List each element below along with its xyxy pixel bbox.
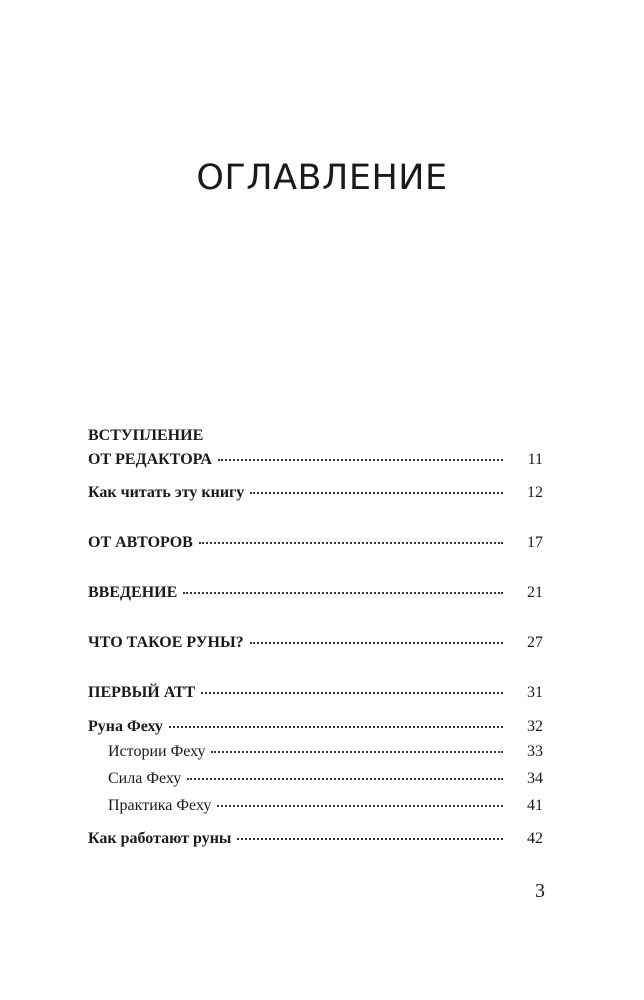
toc-entry [88, 451, 543, 471]
toc-entry-page: 42 [527, 830, 543, 847]
toc-entry-page: 41 [527, 797, 543, 814]
toc-heading-preface: ВСТУПЛЕНИЕ [88, 427, 204, 444]
toc-entry [88, 484, 543, 504]
toc-entry-label: ВВЕДЕНИЕ [88, 584, 178, 601]
leader-dots [217, 805, 503, 807]
toc-entry [88, 684, 543, 704]
toc-entry-label: Руна Феху [88, 718, 163, 735]
toc-entry-page: 11 [527, 451, 543, 468]
leader-dots [250, 642, 503, 644]
toc-entry-page: 21 [527, 584, 543, 601]
toc-entry-label: Как читать эту книгу [88, 484, 245, 501]
toc-entry-label: ОТ АВТОРОВ [88, 534, 193, 551]
toc-subentry [88, 770, 543, 790]
toc-entry-label: ОТ РЕДАКТОРА [88, 451, 212, 468]
leader-dots [183, 592, 503, 594]
toc-entry-label: Как работают руны [88, 830, 232, 847]
toc-subentry [88, 797, 543, 817]
page-number: 3 [535, 880, 545, 902]
leader-dots [187, 778, 503, 780]
toc-entry [88, 534, 543, 554]
leader-dots [211, 751, 503, 753]
toc-entry [88, 830, 543, 850]
toc-entry-page: 31 [527, 684, 543, 701]
toc-entry-label: ПЕРВЫЙ АТТ [88, 684, 196, 701]
toc-entry-label: Сила Феху [108, 770, 182, 787]
toc-entry [88, 584, 543, 604]
toc-entry [88, 634, 543, 654]
leader-dots [237, 838, 503, 840]
toc-entry-label: Практика Феху [108, 797, 212, 814]
toc-entry-page: 34 [527, 770, 543, 787]
toc-entry [88, 718, 543, 738]
toc-entry-page: 33 [527, 743, 543, 760]
toc-entry-label: ЧТО ТАКОЕ РУНЫ? [88, 634, 244, 651]
toc-entry-page: 32 [527, 718, 543, 735]
toc-entry-label: Истории Феху [108, 743, 206, 760]
toc-entry-page: 27 [527, 634, 543, 651]
page-title: ОГЛАВЛЕНИЕ [196, 158, 448, 199]
leader-dots [199, 542, 503, 544]
leader-dots [201, 692, 503, 694]
toc-entry-page: 12 [527, 484, 543, 501]
toc-entry-page: 17 [527, 534, 543, 551]
leader-dots [169, 726, 503, 728]
toc-subentry [88, 743, 543, 763]
leader-dots [218, 459, 503, 461]
leader-dots [250, 492, 503, 494]
